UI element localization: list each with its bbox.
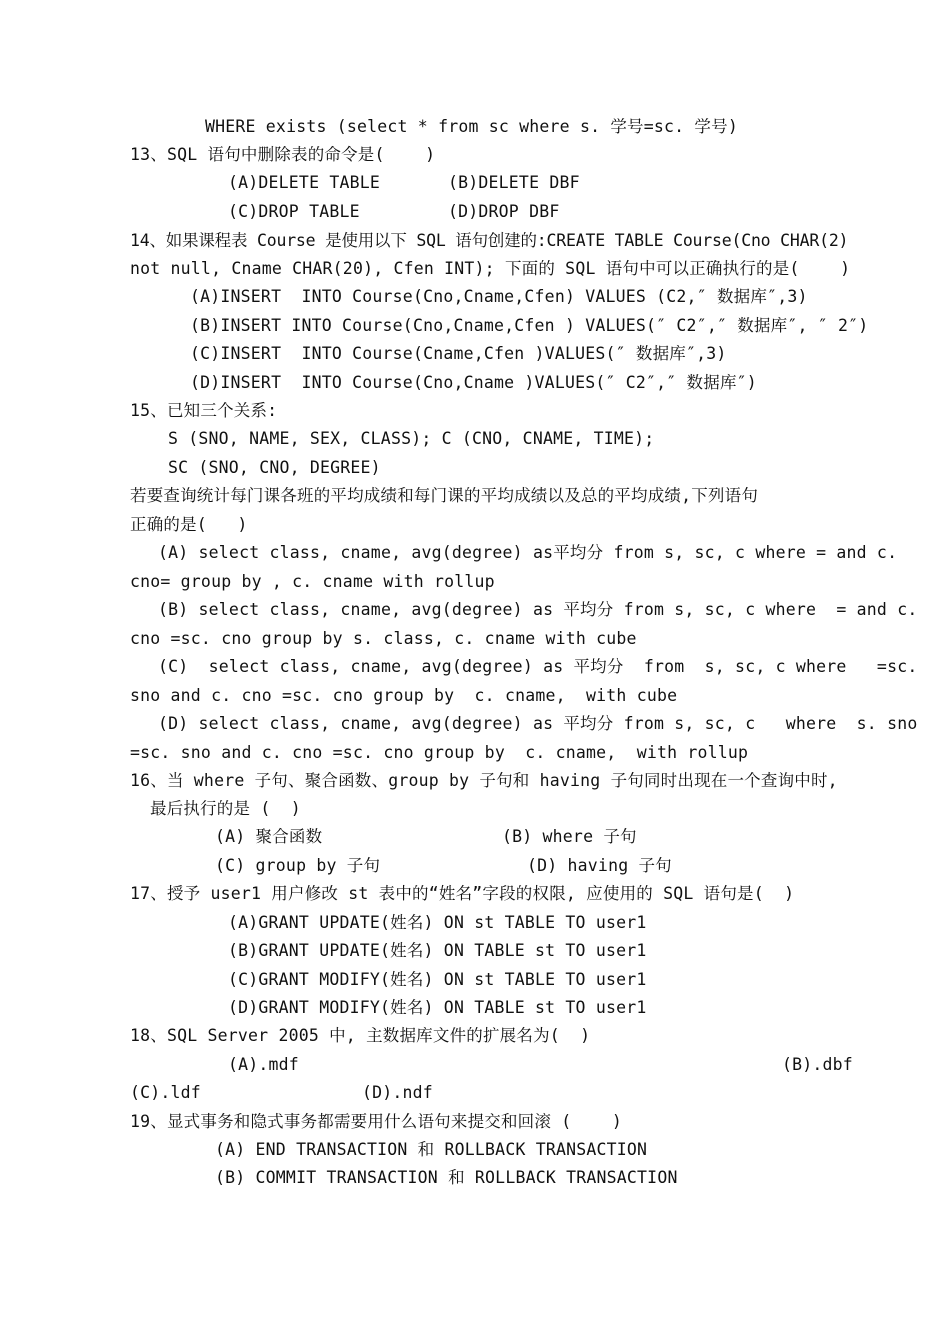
q15-option-b-line-1: (B) select class, cname, avg(degree) as 平均分 from s, sc, c where = and c. (158, 600, 918, 619)
q18-option-d: (D).ndf (362, 1083, 433, 1102)
q13-option-c: (C)DROP TABLE (228, 202, 360, 221)
question-19: 19、显式事务和隐式事务都需要用什么语句来提交和回滚 ( ) (130, 1112, 623, 1131)
q15-relations-line-1: S (SNO, NAME, SEX, CLASS); C (CNO, CNAME, TIME); (168, 429, 655, 448)
question-16-line-2: 最后执行的是 ( ) (150, 799, 301, 818)
q15-option-a-line-1: (A) select class, cname, avg(degree) as平均分 from s, sc, c where = and c. (158, 543, 898, 562)
q15-prompt-line-1: 若要查询统计每门课各班的平均成绩和每门课的平均成绩以及总的平均成绩,下列语句 (130, 486, 759, 505)
q18-option-a: (A).mdf (228, 1055, 299, 1074)
question-18: 18、SQL Server 2005 中, 主数据库文件的扩展名为( ) (130, 1026, 591, 1045)
q16-option-a: (A) 聚合函数 (215, 827, 323, 846)
q14-option-a: (A)INSERT INTO Course(Cno,Cname,Cfen) VALUES (C2,″ 数据库″,3) (190, 287, 808, 306)
q13-option-b: (B)DELETE DBF (448, 173, 580, 192)
q16-option-d: (D) having 子句 (527, 856, 672, 875)
q17-option-a: (A)GRANT UPDATE(姓名) ON st TABLE TO user1 (228, 913, 647, 932)
question-15: 15、已知三个关系: (130, 401, 278, 420)
q17-option-c: (C)GRANT MODIFY(姓名) ON st TABLE TO user1 (228, 970, 647, 989)
q18-option-b: (B).dbf (782, 1055, 853, 1074)
question-14-line-1: 14、如果课程表 Course 是使用以下 SQL 语句创建的:CREATE TABLE Course(Cno CHAR(2) (130, 231, 849, 250)
q15-relations-line-2: SC (SNO, CNO, DEGREE) (168, 458, 381, 477)
q16-option-c: (C) group by 子句 (215, 856, 381, 875)
q19-option-a: (A) END TRANSACTION 和 ROLLBACK TRANSACTION (215, 1140, 648, 1159)
q16-option-b: (B) where 子句 (502, 827, 637, 846)
q14-option-c: (C)INSERT INTO Course(Cname,Cfen )VALUES(″ 数据库″,3) (190, 344, 727, 363)
q13-option-d: (D)DROP DBF (448, 202, 560, 221)
q19-option-b: (B) COMMIT TRANSACTION 和 ROLLBACK TRANSACTION (215, 1168, 678, 1187)
q15-option-d-line-2: =sc. sno and c. cno =sc. cno group by c. cname, with rollup (130, 743, 749, 762)
question-14-line-2: not null, Cname CHAR(20), Cfen INT); 下面的 SQL 语句中可以正确执行的是( ) (130, 259, 851, 278)
question-16-line-1: 16、当 where 子句、聚合函数、group by 子句和 having 子句同时出现在一个查询中时, (130, 771, 838, 790)
q17-option-b: (B)GRANT UPDATE(姓名) ON TABLE st TO user1 (228, 941, 647, 960)
q15-option-c-line-1: (C) select class, cname, avg(degree) as 平均分 from s, sc, c where =sc. (158, 657, 918, 676)
q17-option-d: (D)GRANT MODIFY(姓名) ON TABLE st TO user1 (228, 998, 647, 1017)
q14-option-d: (D)INSERT INTO Course(Cno,Cname )VALUES(″ C2″,″ 数据库″) (190, 373, 757, 392)
q18-option-c: (C).ldf (130, 1083, 201, 1102)
q15-option-a-line-2: cno= group by , c. cname with rollup (130, 572, 495, 591)
question-17: 17、授予 user1 用户修改 st 表中的“姓名”字段的权限, 应使用的 SQL 语句是( ) (130, 884, 795, 903)
q15-option-d-line-1: (D) select class, cname, avg(degree) as 平均分 from s, sc, c where s. sno (158, 714, 918, 733)
question-13: 13、SQL 语句中删除表的命令是( ) (130, 145, 436, 164)
q13-option-a: (A)DELETE TABLE (228, 173, 381, 192)
q14-option-b: (B)INSERT INTO Course(Cno,Cname,Cfen ) VALUES(″ C2″,″ 数据库″, ″ 2″) (190, 316, 869, 335)
q15-option-b-line-2: cno =sc. cno group by s. class, c. cname with cube (130, 629, 637, 648)
q12-text-continuation: WHERE exists (select * from sc where s. 学号=sc. 学号) (205, 117, 738, 136)
q15-prompt-line-2: 正确的是( ) (130, 515, 248, 534)
q15-option-c-line-2: sno and c. cno =sc. cno group by c. cname, with cube (130, 686, 678, 705)
